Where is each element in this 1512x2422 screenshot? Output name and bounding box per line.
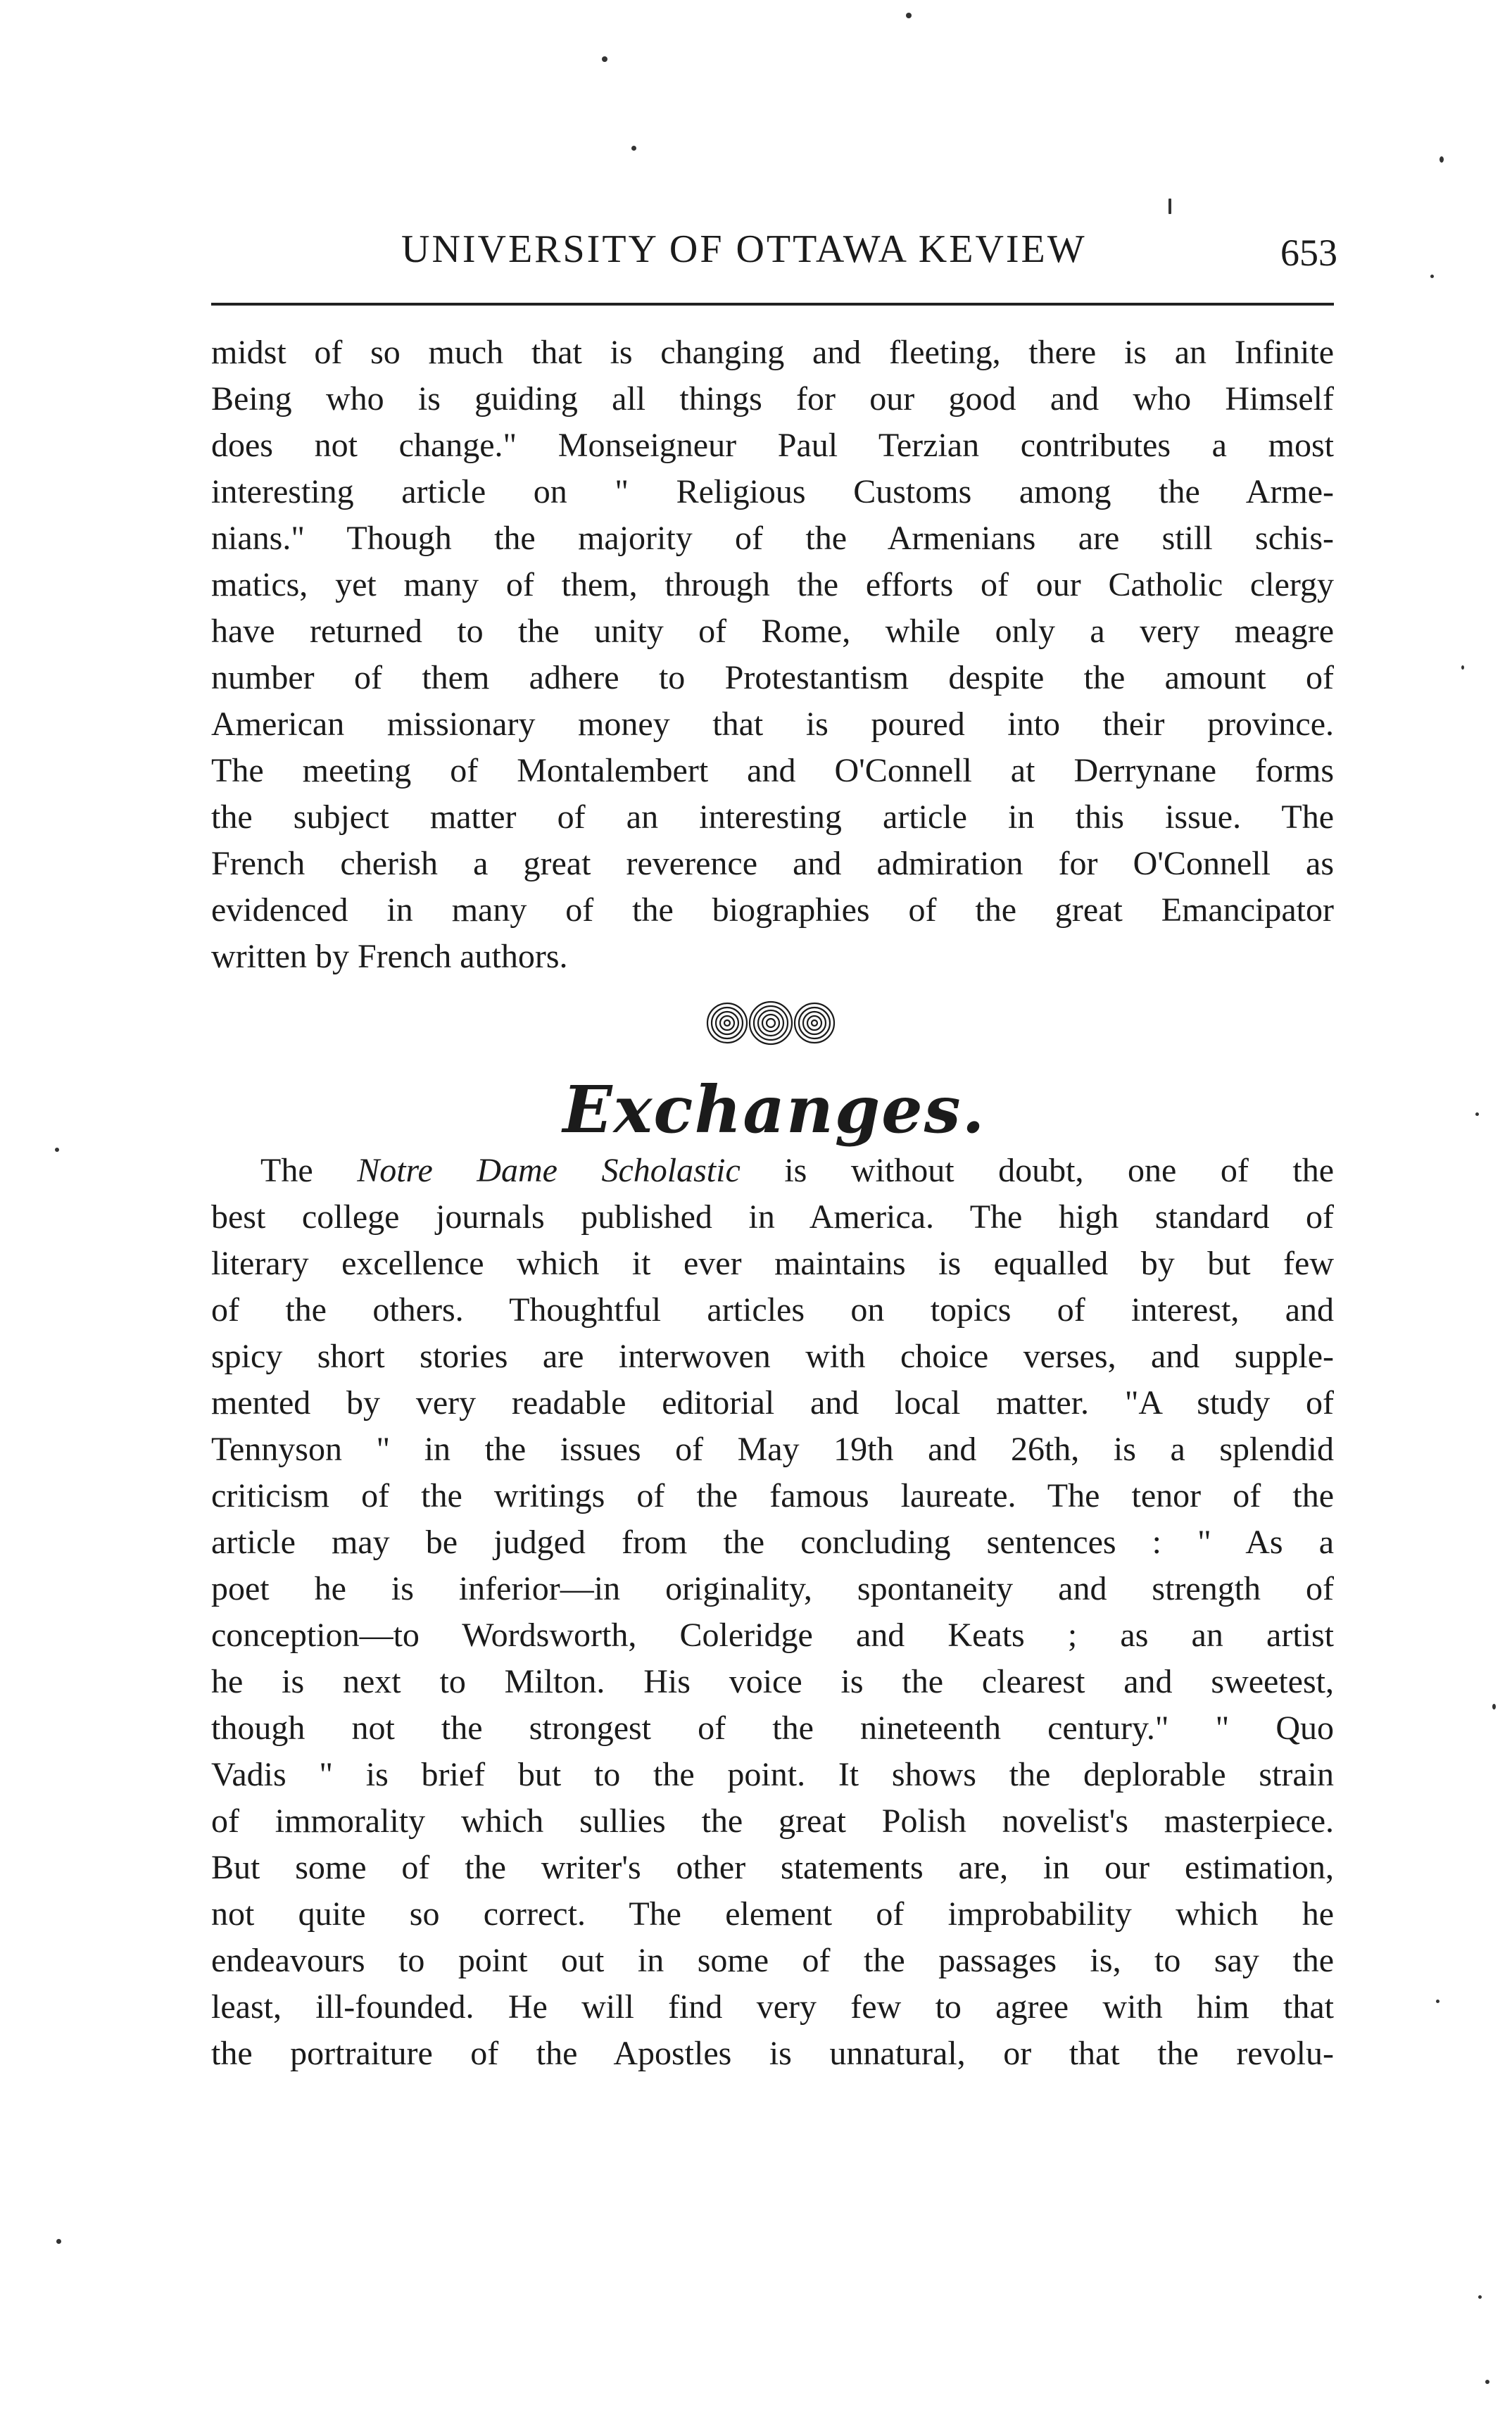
scan-speck [1475, 1112, 1479, 1116]
scan-speck [602, 56, 607, 62]
text-line: though not the strongest of the nineteenth century." " Quo [211, 1709, 1334, 1747]
text-line: conception—to Wordsworth, Coleridge and Keats ; as an artist [211, 1617, 1334, 1654]
scan-speck [1461, 665, 1464, 670]
text-line: does not change." Monseigneur Paul Terzian contributes a most [211, 427, 1334, 464]
text-line: poet he is inferior—in originality, spontaneity and strength of [211, 1570, 1334, 1607]
text-line: written by French authors. [211, 938, 568, 975]
text-line: French cherish a great reverence and admiration for O'Connell as [211, 845, 1334, 882]
text-line: of the others. Thoughtful articles on topics of interest, and [211, 1291, 1334, 1329]
text-line: criticism of the writings of the famous laureate. The tenor of the [211, 1477, 1334, 1514]
text-line: number of them adhere to Protestantism despite the amount of [211, 659, 1334, 696]
text-line: article may be judged from the concluding sentences : " As a [211, 1524, 1334, 1561]
text-line: American missionary money that is poured into their province. [211, 705, 1334, 743]
scan-speck [56, 2239, 61, 2244]
journal-title: Notre Dame Scholastic [357, 1152, 741, 1189]
running-title: UNIVERSITY OF OTTAWA KEVIEW [401, 227, 1087, 271]
text-line: not quite so correct. The element of improbability which he [211, 1895, 1334, 1933]
scan-speck [1436, 2000, 1439, 2003]
header-rule [211, 303, 1334, 306]
text-line: midst of so much that is changing and fleeting, there is an Infinite [211, 334, 1334, 371]
text-line: have returned to the unity of Rome, while only a very meagre [211, 613, 1334, 650]
scan-speck [1168, 199, 1171, 214]
text-line: matics, yet many of them, through the efforts of our Catholic clergy [211, 566, 1334, 603]
scan-speck [631, 146, 636, 151]
text-line: mented by very readable editorial and local matter. "A study of [211, 1384, 1334, 1422]
text-line: least, ill-founded. He will find very few to agree with him that [211, 1988, 1334, 2026]
text-line: interesting article on " Religious Customs among the Arme- [211, 473, 1334, 510]
text-line: of immorality which sullies the great Polish novelist's masterpiece. [211, 1802, 1334, 1840]
scan-speck [55, 1148, 59, 1152]
triple-spiral-ornament-icon [700, 998, 841, 1048]
text-line: Tennyson " in the issues of May 19th and 26th, is a splendid [211, 1431, 1334, 1468]
text-line: literary excellence which it ever maintains is equalled by but few [211, 1245, 1334, 1282]
text-line: the portraiture of the Apostles is unnatural, or that the revolu- [211, 2035, 1334, 2072]
text-line: best college journals published in America. The high standard of [211, 1198, 1334, 1236]
continued-paragraph [211, 330, 1334, 980]
scan-speck [1492, 1704, 1496, 1709]
scan-speck [906, 13, 912, 18]
text-line: The meeting of Montalembert and O'Connell at Derrynane forms [211, 752, 1334, 789]
first-word: The [260, 1152, 313, 1189]
page-number: 653 [1280, 232, 1337, 274]
exchanges-paragraph [211, 1148, 1334, 2077]
scan-speck [1478, 2295, 1482, 2299]
text-line: Being who is guiding all things for our good and who Himself [211, 380, 1334, 418]
scan-speck [1439, 156, 1444, 163]
running-head [211, 227, 1337, 290]
scan-speck [1430, 275, 1434, 278]
text-line: evidenced in many of the biographies of the great Emancipator [211, 891, 1334, 929]
scan-speck [1485, 2380, 1489, 2384]
text-line: nians." Though the majority of the Armenians are still schis- [211, 520, 1334, 557]
first-line-rest: is without doubt, one of the [784, 1152, 1334, 1189]
text-line: Vadis " is brief but to the point. It shows the deplorable strain [211, 1756, 1334, 1793]
text-line: he is next to Milton. His voice is the clearest and sweetest, [211, 1663, 1334, 1700]
text-line: But some of the writer's other statements are, in our estimation, [211, 1849, 1334, 1886]
text-line: endeavours to point out in some of the passages is, to say the [211, 1942, 1334, 1979]
section-heading: Exchanges. [562, 1072, 986, 1148]
text-line-first [211, 1148, 1334, 1194]
text-line: the subject matter of an interesting article in this issue. The [211, 798, 1334, 836]
text-line: spicy short stories are interwoven with choice verses, and supple- [211, 1338, 1334, 1375]
